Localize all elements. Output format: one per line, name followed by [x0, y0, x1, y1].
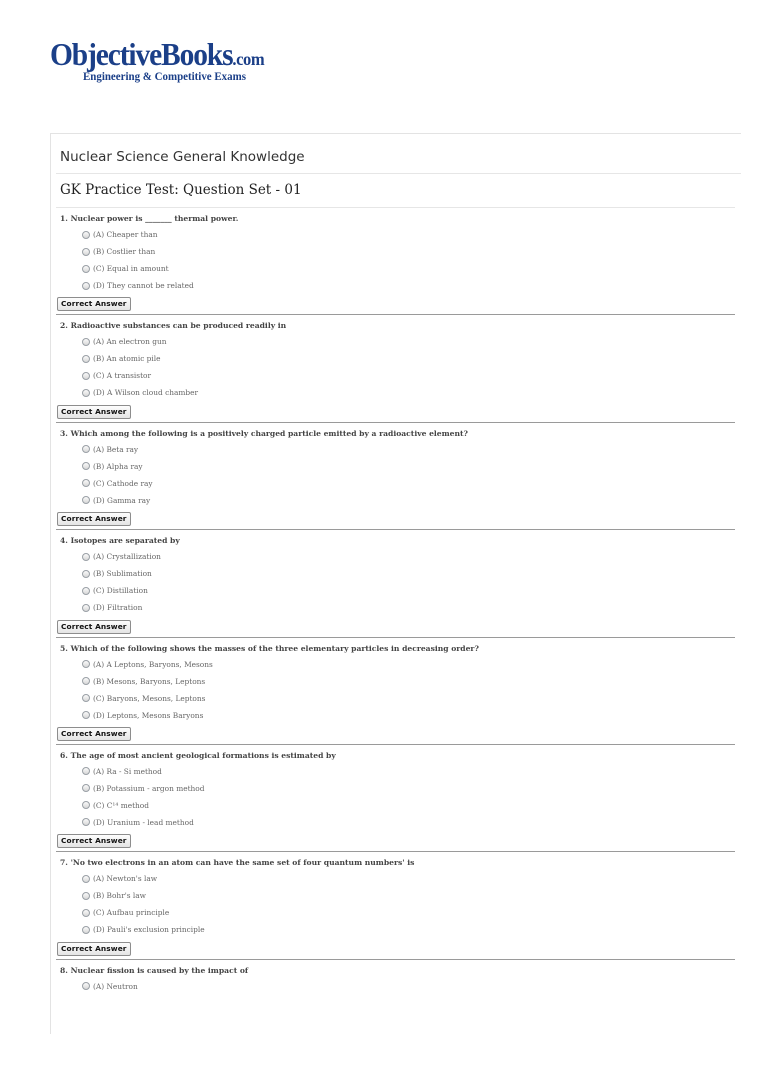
- answer-option[interactable]: [60, 690, 735, 707]
- option-label: (B) Potassium - argon method: [93, 783, 205, 793]
- radio-button[interactable]: [82, 926, 90, 934]
- option-label: (B) Sublimation: [93, 569, 152, 579]
- option-label: (B) Mesons, Baryons, Leptons: [93, 676, 206, 686]
- radio-button[interactable]: [82, 982, 90, 990]
- correct-answer-button[interactable]: Correct Answer: [57, 620, 131, 634]
- correct-answer-button[interactable]: Correct Answer: [57, 405, 131, 419]
- option-label: (D) A Wilson cloud chamber: [93, 388, 199, 398]
- question-block: [56, 638, 735, 745]
- answer-option[interactable]: [60, 243, 735, 260]
- radio-button[interactable]: [82, 445, 90, 453]
- radio-button[interactable]: [82, 767, 90, 775]
- correct-answer-button[interactable]: Correct Answer: [57, 512, 131, 526]
- option-label: (A) Ra - Si method: [93, 766, 162, 776]
- question-text: 8. Nuclear fission is caused by the impact of: [60, 965, 249, 975]
- question-set-title: GK Practice Test: Question Set - 01: [60, 182, 302, 198]
- option-label: (B) Costlier than: [93, 247, 156, 256]
- answer-option[interactable]: [60, 656, 735, 673]
- option-label: (B) Bohr's law: [93, 891, 146, 901]
- answer-option[interactable]: [60, 870, 735, 887]
- correct-answer-button[interactable]: Correct Answer: [57, 942, 131, 956]
- option-label: (A) Neutron: [93, 981, 138, 991]
- logo-tagline: Engineering & Competitive Exams: [83, 71, 246, 83]
- option-label: (D) Filtration: [93, 603, 143, 613]
- answer-option[interactable]: [60, 277, 735, 294]
- option-label: (C) A transistor: [93, 371, 152, 381]
- radio-button[interactable]: [82, 677, 90, 685]
- option-label: (C) Aufbau principle: [93, 908, 170, 918]
- option-label: (B) An atomic pile: [93, 354, 161, 364]
- answer-option[interactable]: [60, 814, 735, 831]
- option-label: (C) C¹⁴ method: [93, 800, 149, 810]
- answer-option[interactable]: [60, 260, 735, 277]
- radio-button[interactable]: [82, 570, 90, 578]
- answer-option[interactable]: [60, 780, 735, 797]
- option-label: (A) Cheaper than: [93, 230, 158, 239]
- radio-button[interactable]: [82, 801, 90, 809]
- answer-option[interactable]: [60, 582, 735, 599]
- radio-button[interactable]: [82, 784, 90, 792]
- answer-option[interactable]: [60, 565, 735, 582]
- answer-option[interactable]: [60, 441, 735, 458]
- question-text: 7. 'No two electrons in an atom can have the same set of four quantum numbers' is: [60, 858, 415, 868]
- answer-option[interactable]: [60, 707, 735, 724]
- option-label: (A) A Leptons, Baryons, Mesons: [93, 659, 213, 669]
- quiz-card: [50, 133, 741, 1034]
- radio-button[interactable]: [82, 355, 90, 363]
- option-label: (A) Beta ray: [93, 444, 139, 454]
- answer-option[interactable]: [60, 367, 735, 384]
- option-label: (B) Alpha ray: [93, 461, 143, 471]
- page-title: Nuclear Science General Knowledge: [60, 149, 305, 165]
- radio-button[interactable]: [82, 479, 90, 487]
- question-text: 5. Which of the following shows the masses of the three elementary particles in decreasing order?: [60, 643, 479, 653]
- option-label: (A) Crystallization: [93, 552, 161, 562]
- answer-option[interactable]: [60, 226, 735, 243]
- radio-button[interactable]: [82, 818, 90, 826]
- logo-name: ObjectiveBooks: [50, 36, 233, 72]
- radio-button[interactable]: [82, 660, 90, 668]
- question-block: [56, 852, 735, 959]
- answer-option[interactable]: [60, 978, 735, 995]
- option-label: (C) Distillation: [93, 586, 148, 596]
- radio-button[interactable]: [82, 553, 90, 561]
- radio-button[interactable]: [82, 462, 90, 470]
- option-label: (D) Gamma ray: [93, 495, 151, 505]
- option-label: (D) They cannot be related: [93, 281, 194, 290]
- answer-option[interactable]: [60, 887, 735, 904]
- correct-answer-button[interactable]: Correct Answer: [57, 727, 131, 741]
- answer-option[interactable]: [60, 763, 735, 780]
- radio-button[interactable]: [82, 265, 90, 273]
- site-logo[interactable]: [50, 36, 283, 83]
- question-text: 3. Which among the following is a positively charged particle emitted by a radioactive element?: [60, 428, 468, 438]
- answer-option[interactable]: [60, 333, 735, 350]
- option-label: (D) Uranium - lead method: [93, 817, 194, 827]
- radio-button[interactable]: [82, 587, 90, 595]
- radio-button[interactable]: [82, 282, 90, 290]
- radio-button[interactable]: [82, 338, 90, 346]
- answer-option[interactable]: [60, 904, 735, 921]
- answer-option[interactable]: [60, 599, 735, 616]
- radio-button[interactable]: [82, 875, 90, 883]
- question-block: [56, 207, 735, 315]
- question-list: [51, 207, 741, 1066]
- radio-button[interactable]: [82, 389, 90, 397]
- answer-option[interactable]: [60, 492, 735, 509]
- correct-answer-button[interactable]: Correct Answer: [57, 297, 131, 311]
- radio-button[interactable]: [82, 604, 90, 612]
- correct-answer-button[interactable]: Correct Answer: [57, 834, 131, 848]
- answer-option[interactable]: [60, 548, 735, 565]
- question-block: [56, 745, 735, 852]
- option-label: (C) Equal in amount: [93, 264, 169, 273]
- answer-option[interactable]: [60, 350, 735, 367]
- radio-button[interactable]: [82, 909, 90, 917]
- answer-option[interactable]: [60, 797, 735, 814]
- answer-option[interactable]: [60, 475, 735, 492]
- radio-button[interactable]: [82, 496, 90, 504]
- answer-option[interactable]: [60, 921, 735, 938]
- radio-button[interactable]: [82, 694, 90, 702]
- option-label: (C) Cathode ray: [93, 478, 153, 488]
- question-block: [56, 530, 735, 637]
- question-block: [56, 960, 735, 1066]
- question-text: 2. Radioactive substances can be produced readily in: [60, 321, 287, 331]
- logo-tld: .com: [232, 49, 265, 69]
- radio-button[interactable]: [82, 372, 90, 380]
- radio-button[interactable]: [82, 711, 90, 719]
- radio-button[interactable]: [82, 892, 90, 900]
- question-text: 1. Nuclear power is _______ thermal power.: [60, 214, 239, 223]
- option-label: (A) Newton's law: [93, 874, 158, 884]
- answer-option[interactable]: [60, 384, 735, 401]
- question-block: [56, 315, 735, 422]
- option-label: (D) Leptons, Mesons Baryons: [93, 710, 204, 720]
- question-text: 4. Isotopes are separated by: [60, 536, 180, 546]
- option-label: (C) Baryons, Mesons, Leptons: [93, 693, 206, 703]
- answer-option[interactable]: [60, 673, 735, 690]
- question-text: 6. The age of most ancient geological formations is estimated by: [60, 750, 336, 760]
- option-label: (A) An electron gun: [93, 337, 167, 347]
- answer-option[interactable]: [60, 458, 735, 475]
- option-label: (D) Pauli's exclusion principle: [93, 925, 205, 935]
- radio-button[interactable]: [82, 248, 90, 256]
- radio-button[interactable]: [82, 231, 90, 239]
- question-block: [56, 423, 735, 530]
